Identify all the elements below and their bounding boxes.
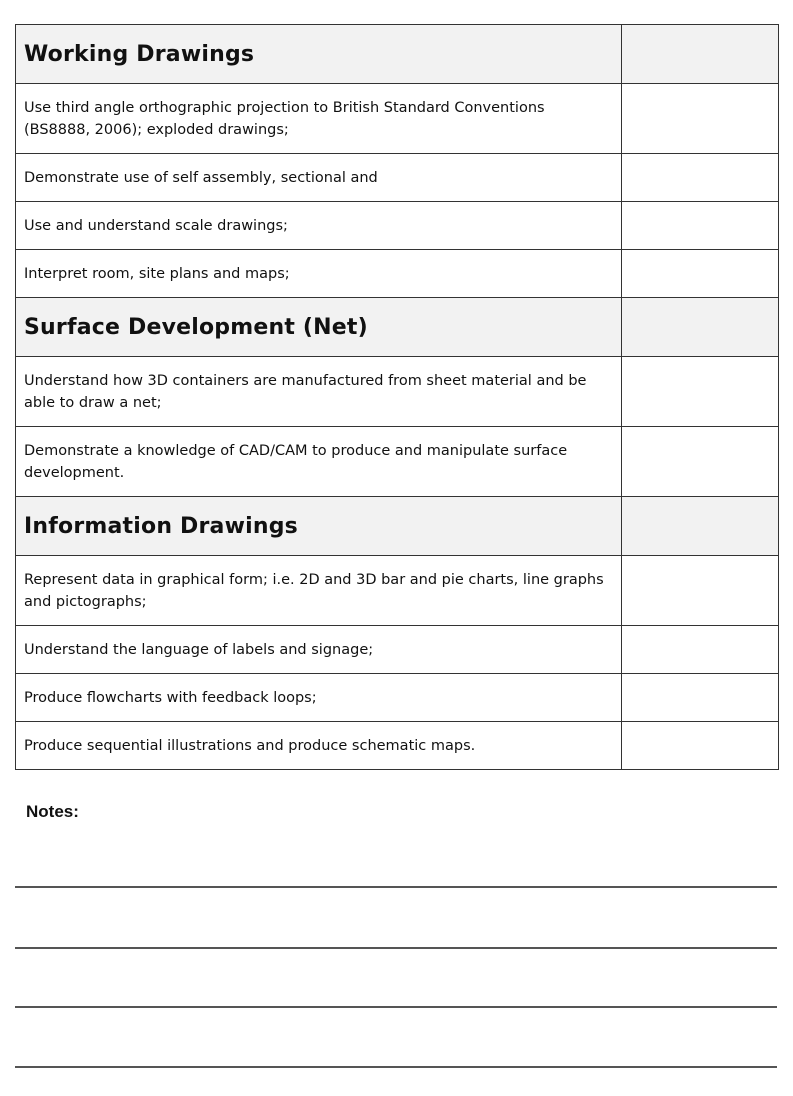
section-title: Working Drawings — [24, 41, 255, 67]
checklist-row — [16, 154, 779, 202]
item-text: Produce flowcharts with feedback loops; — [24, 689, 317, 706]
item-cell — [16, 250, 622, 298]
section-heading-row — [16, 298, 779, 357]
check-cell[interactable] — [622, 250, 779, 298]
check-cell[interactable] — [622, 84, 779, 154]
item-cell — [16, 626, 622, 674]
item-text: Demonstrate a knowledge of CAD/CAM to produce and manipulate surface development. — [24, 442, 568, 481]
item-text: Interpret room, site plans and maps; — [24, 265, 290, 282]
section-title: Surface Development (Net) — [24, 314, 368, 340]
checklist-row — [16, 250, 779, 298]
check-cell[interactable] — [622, 674, 779, 722]
item-cell — [16, 556, 622, 626]
checklist-row — [16, 202, 779, 250]
item-cell — [16, 202, 622, 250]
checklist-row — [16, 674, 779, 722]
checklist-row — [16, 357, 779, 427]
check-cell[interactable] — [622, 154, 779, 202]
checklist-row — [16, 84, 779, 154]
section-heading-cell — [16, 298, 622, 357]
item-cell — [16, 154, 622, 202]
check-cell[interactable] — [622, 626, 779, 674]
item-cell — [16, 84, 622, 154]
section-heading-cell — [16, 25, 622, 84]
checklist-row — [16, 722, 779, 770]
item-text: Use and understand scale drawings; — [24, 217, 288, 234]
notes-label: Notes: — [26, 802, 79, 821]
checklist-row — [16, 427, 779, 497]
section-heading-cell — [16, 497, 622, 556]
item-text: Use third angle orthographic projection to British Standard Conventions (BS8888, 2006); exploded drawings; — [24, 99, 545, 138]
check-cell[interactable] — [622, 298, 779, 357]
note-line[interactable] — [15, 1006, 777, 1008]
check-cell[interactable] — [622, 497, 779, 556]
item-text: Understand the language of labels and signage; — [24, 641, 374, 658]
check-cell[interactable] — [622, 722, 779, 770]
check-cell[interactable] — [622, 357, 779, 427]
note-line[interactable] — [15, 886, 777, 888]
section-title: Information Drawings — [24, 513, 298, 539]
checklist-row — [16, 556, 779, 626]
checklist-row — [16, 626, 779, 674]
item-cell — [16, 674, 622, 722]
item-text: Understand how 3D containers are manufactured from sheet material and be able to draw a net; — [24, 372, 587, 411]
check-cell[interactable] — [622, 427, 779, 497]
checklist-table — [15, 24, 779, 770]
item-cell — [16, 357, 622, 427]
item-cell — [16, 722, 622, 770]
check-cell[interactable] — [622, 556, 779, 626]
check-cell[interactable] — [622, 202, 779, 250]
item-text: Represent data in graphical form; i.e. 2D and 3D bar and pie charts, line graphs and pictographs; — [24, 571, 604, 610]
note-line[interactable] — [15, 1066, 777, 1068]
note-line[interactable] — [15, 947, 777, 949]
section-heading-row — [16, 25, 779, 84]
item-cell — [16, 427, 622, 497]
item-text: Demonstrate use of self assembly, sectional and — [24, 169, 378, 186]
section-heading-row — [16, 497, 779, 556]
item-text: Produce sequential illustrations and produce schematic maps. — [24, 737, 476, 754]
check-cell[interactable] — [622, 25, 779, 84]
